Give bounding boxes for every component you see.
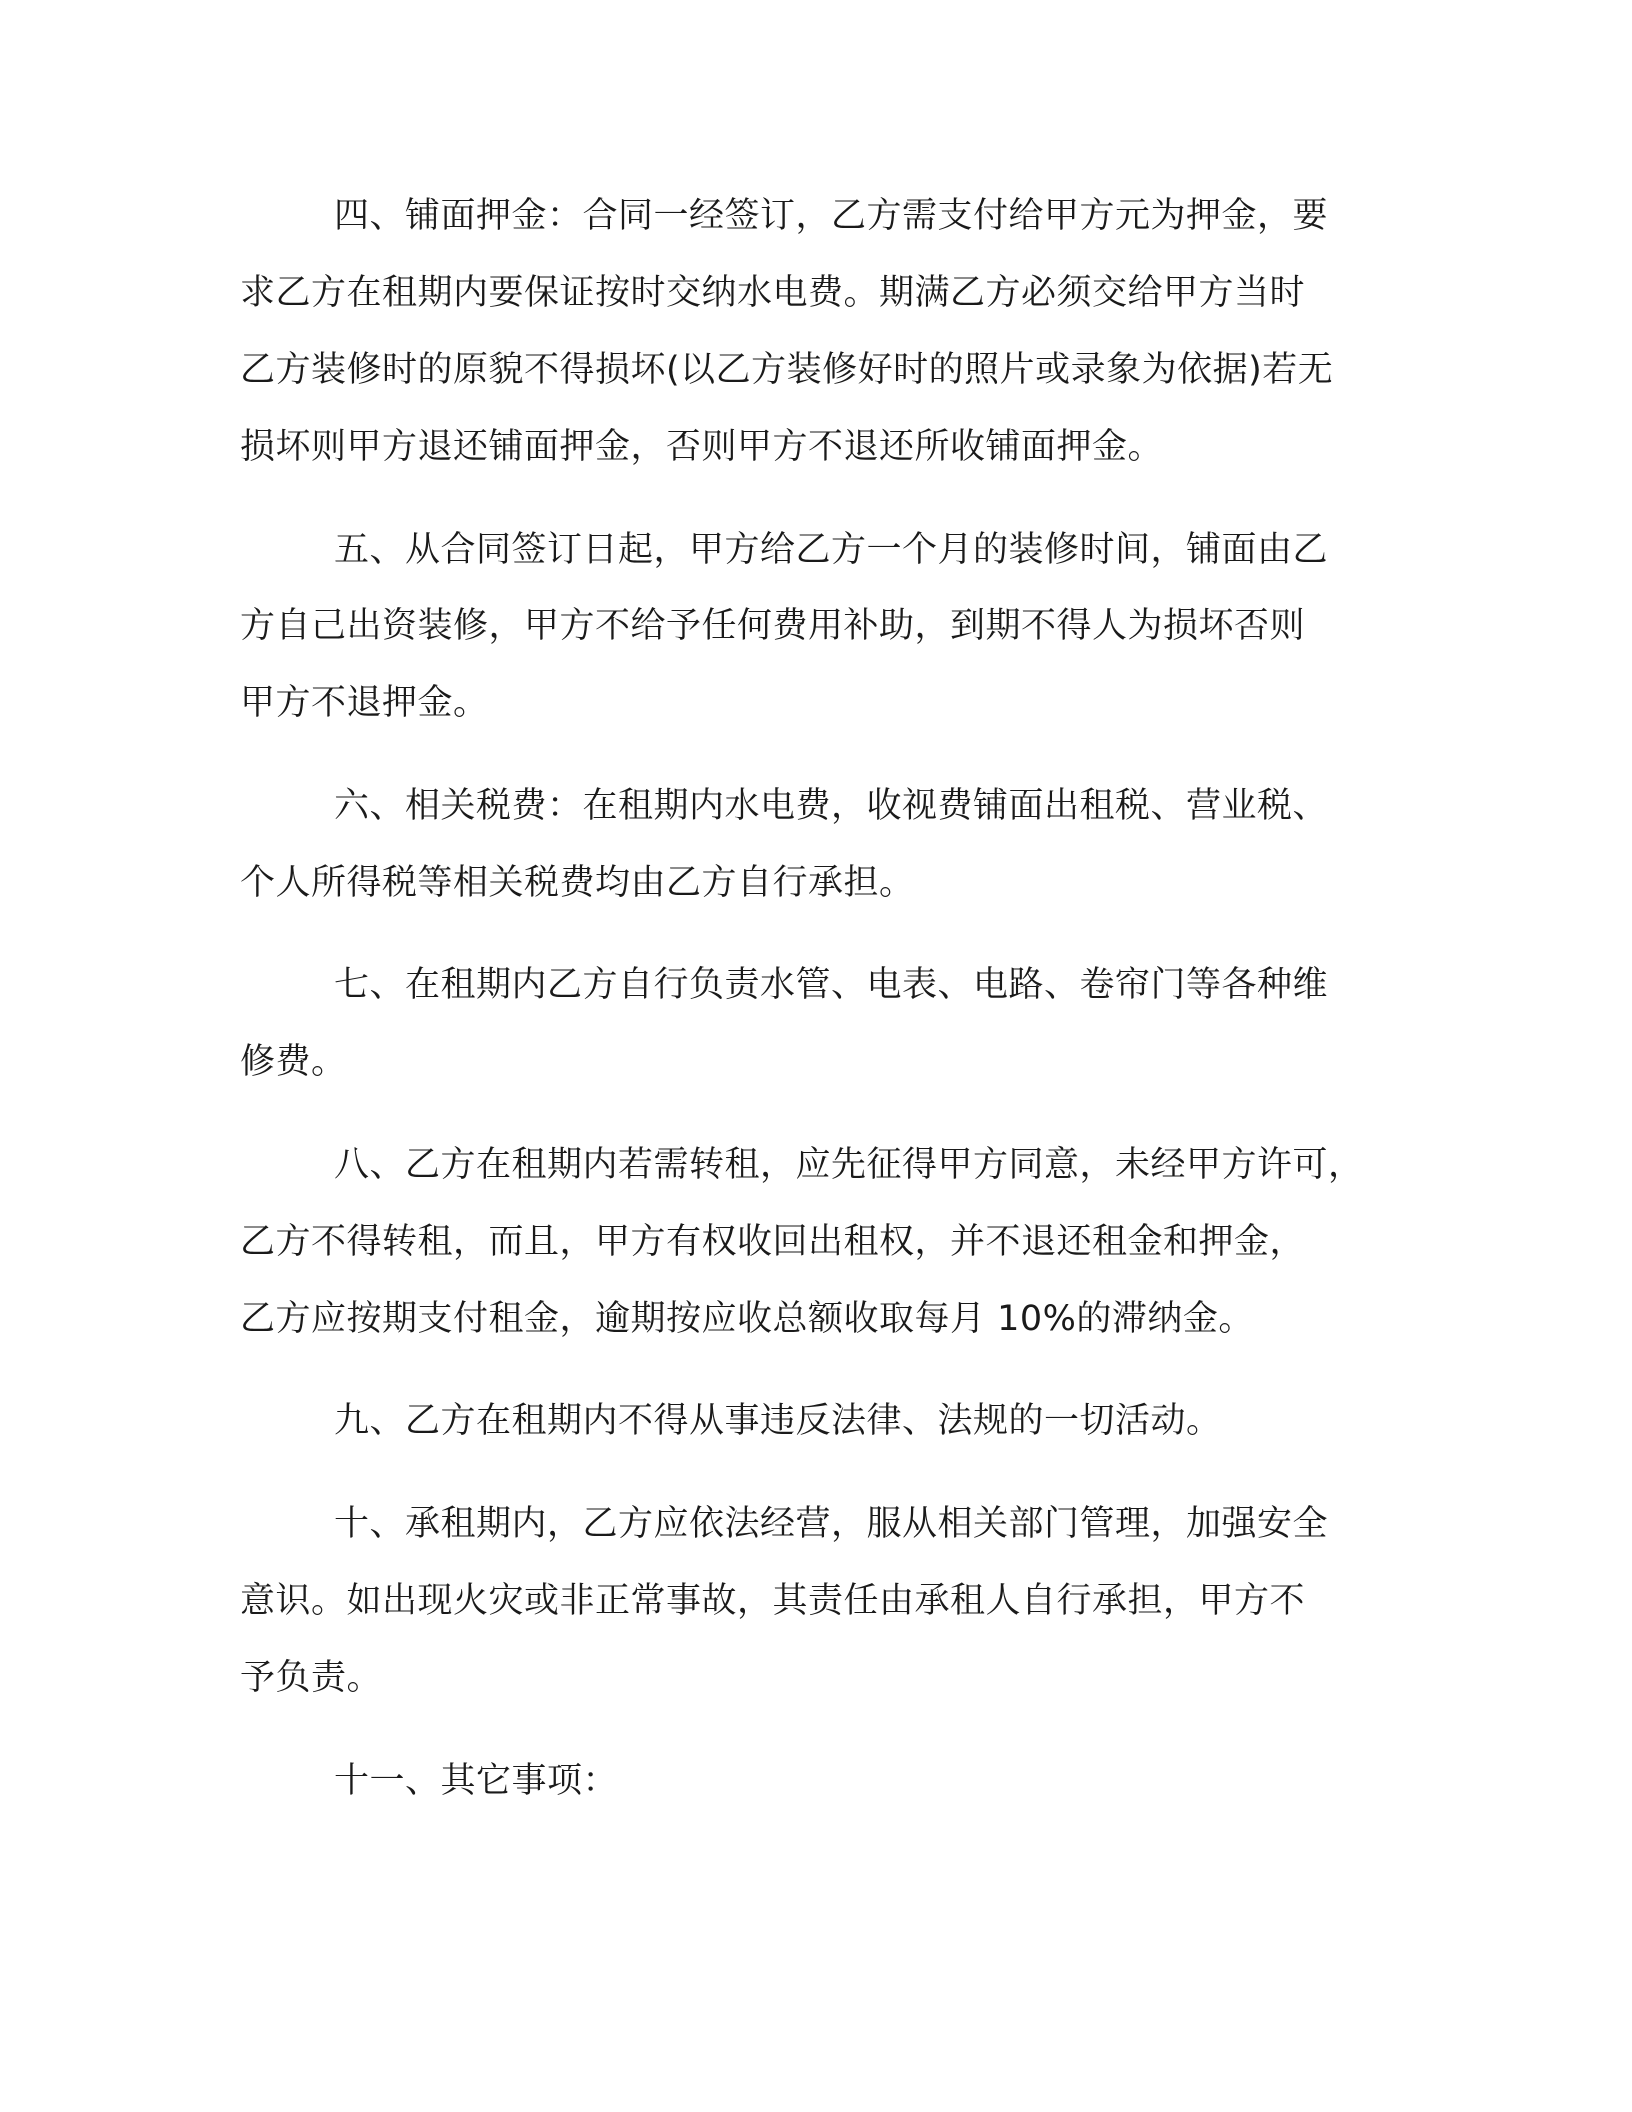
clause-10-line-2: 意识。如出现火灾或非正常事故，其责任由承租人自行承担，甲方不 <box>240 1581 1306 1621</box>
clause-9-line-1: 九、乙方在租期内不得从事违反法律、法规的一切活动。 <box>334 1401 1222 1441</box>
clause-10-line-3: 予负责。 <box>240 1658 383 1698</box>
clause-8-line-2: 乙方不得转租，而且，甲方有权收回出租权，并不退还租金和押金， <box>240 1222 1306 1262</box>
clause-4-line-3: 乙方装修时的原貌不得损坏(以乙方装修好时的照片或录象为依据)若无 <box>240 350 1334 390</box>
clause-8-line-3: 乙方应按期支付租金，逾期按应收总额收取每月 10%的滞纳金。 <box>240 1299 1254 1339</box>
clause-11-line-1: 十一、其它事项： <box>334 1761 619 1801</box>
clause-7-line-2: 修费。 <box>240 1042 347 1082</box>
clause-8-line-1: 八、乙方在租期内若需转租，应先征得甲方同意，未经甲方许可， <box>334 1145 1364 1185</box>
clause-5-line-2: 方自己出资装修，甲方不给予任何费用补助，到期不得人为损坏否则 <box>240 606 1306 646</box>
clause-6-line-1: 六、相关税费：在租期内水电费，收视费铺面出租税、营业税、 <box>334 786 1329 826</box>
clause-4-line-1: 四、铺面押金：合同一经签订，乙方需支付给甲方元为押金，要 <box>334 196 1329 236</box>
clause-7-line-1: 七、在租期内乙方自行负责水管、电表、电路、卷帘门等各种维 <box>334 965 1329 1005</box>
clause-6-line-2: 个人所得税等相关税费均由乙方自行承担。 <box>240 863 915 903</box>
clause-10-line-1: 十、承租期内，乙方应依法经营，服从相关部门管理，加强安全 <box>334 1504 1329 1544</box>
clause-4-line-2: 求乙方在租期内要保证按时交纳水电费。期满乙方必须交给甲方当时 <box>240 273 1306 313</box>
clause-4-line-4: 损坏则甲方退还铺面押金，否则甲方不退还所收铺面押金。 <box>240 427 1164 467</box>
clause-5-line-1: 五、从合同签订日起，甲方给乙方一个月的装修时间，铺面由乙 <box>334 530 1329 570</box>
clause-5-line-3: 甲方不退押金。 <box>240 683 489 723</box>
